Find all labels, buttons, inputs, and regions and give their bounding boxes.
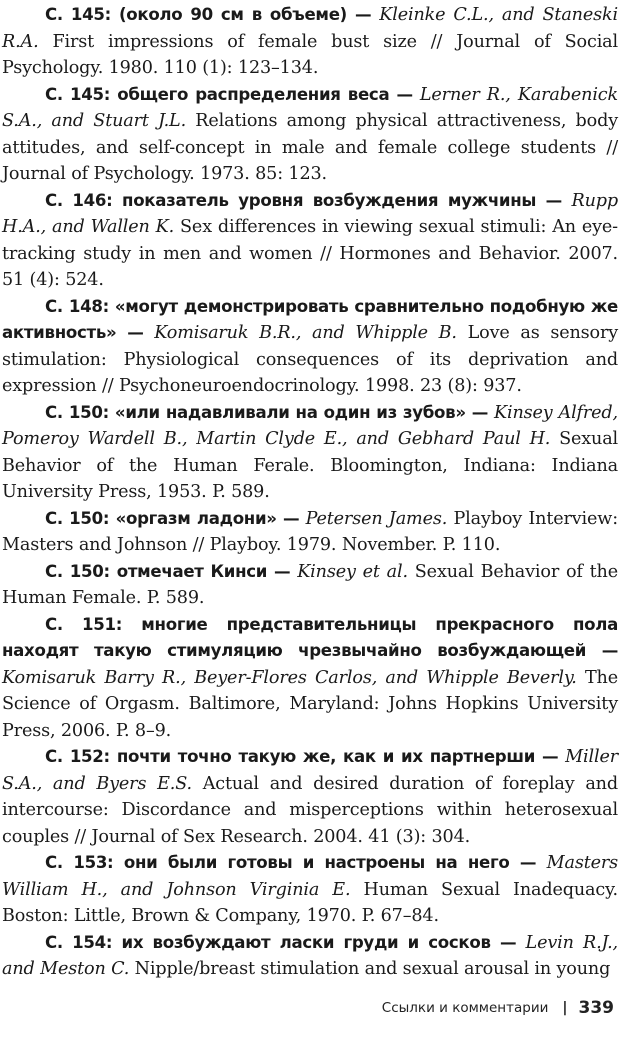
reference-entry	[2, 294, 618, 400]
page-reference: С. 151: многие представительницы прекрасного пола находят такую стимуляцию чрезвычайно возбуждающей —	[2, 614, 618, 660]
page-reference: С. 150: отмечает Кинси —	[45, 561, 291, 581]
page-reference: С. 148: «могут демонстрировать сравнительно подобную же активность» —	[2, 296, 618, 342]
citation-text: Love as sensory stimulation: Physiological consequences of its deprivation and expression // Psychoneuroendocrinology. 1998. 23 (8): 937.	[2, 323, 619, 396]
citation-text: Relations among physical attractiveness, body attitudes, and self-concept in male and female college students // Journal of Psychology. 1973. 85: 123.	[2, 111, 618, 184]
authors: Kinsey et al.	[297, 561, 408, 582]
page-reference: С. 146: показатель уровня возбуждения мужчины —	[45, 190, 562, 210]
citation-text: Nipple/breast stimulation and sexual arousal in young	[134, 959, 611, 979]
reference-entry	[2, 400, 618, 506]
page-reference: С. 153: они были готовы и настроены на него —	[45, 853, 537, 872]
reference-entry	[2, 2, 618, 82]
reference-entry	[2, 612, 618, 745]
page-number: 339	[578, 998, 614, 1018]
citation-text: Actual and desired duration of foreplay and intercourse: Discordance and misperceptions within heterosexual couples // Journal of Sex Research. 2004. 41 (3): 304.	[2, 773, 618, 847]
authors: Komisaruk B.R., and Whipple B.	[154, 323, 457, 343]
reference-entry	[2, 188, 618, 294]
reference-entry	[2, 506, 618, 559]
citation-text: Human Sexual Inadequacy. Boston: Little, Brown & Company, 1970. P. 67–84.	[2, 879, 618, 926]
authors: Masters William H., and Johnson Virginia E.	[2, 853, 619, 900]
reference-entry	[2, 744, 618, 850]
citation-text: The Science of Orgasm. Baltimore, Maryland: Johns Hopkins University Press, 2006. P. 8–9.	[2, 667, 618, 741]
authors: Miller S.A., and Byers E.S.	[2, 747, 618, 794]
authors: Kleinke C.L., and Staneski R.A.	[2, 5, 618, 52]
authors: Lerner R., Karabenick S.A., and Stuart J.L.	[2, 84, 619, 131]
reference-entry	[2, 850, 618, 930]
authors: Levin R.J., and Meston C.	[2, 932, 618, 979]
citation-text: Playboy Interview: Masters and Johnson // Playboy. 1979. November. P. 110.	[2, 508, 618, 555]
authors: Kinsey Alfred, Pomeroy Wardell B., Martin Clyde E., and Gebhard Paul H.	[2, 402, 618, 449]
page-reference: С. 154: их возбуждают ласки груди и сосков —	[45, 932, 517, 952]
page-footer	[382, 998, 614, 1018]
footer-section-title: Ссылки и комментарии	[381, 1000, 549, 1016]
reference-entry	[2, 930, 618, 983]
citation-text: First impressions of female bust size // Journal of Social Psychology. 1980. 110 (1): 123–134.	[2, 31, 618, 78]
authors: Petersen James.	[305, 508, 448, 529]
page-reference: С. 150: «или надавливали на один из зубов» —	[45, 402, 489, 422]
authors: Komisaruk Barry R., Beyer-Flores Carlos, and Whipple Beverly.	[2, 667, 577, 688]
document-page	[2, 2, 618, 983]
reference-entry	[2, 559, 618, 612]
reference-entry	[2, 82, 618, 188]
footer-separator: |	[562, 1000, 568, 1016]
citation-text: Sexual Behavior of the Human Female. P. 589.	[2, 561, 618, 608]
page-reference: С. 145: общего распределения веса —	[45, 84, 413, 104]
authors: Rupp H.A., and Wallen K.	[2, 190, 618, 237]
page-reference: С. 150: «оргазм ладони» —	[45, 508, 300, 528]
citation-text: Sexual Behavior of the Human Ferale. Bloomington, Indiana: Indiana University Press, 1953. P. 589.	[2, 429, 619, 502]
citation-text: Sex differences in viewing sexual stimuli: An eye-tracking study in men and women // Hormones and Behavior. 2007. 51 (4): 524.	[2, 217, 618, 290]
page-reference: С. 152: почти точно такую же, как и их партнерши —	[45, 747, 559, 766]
page-reference: С. 145: (около 90 см в объеме) —	[45, 5, 372, 24]
